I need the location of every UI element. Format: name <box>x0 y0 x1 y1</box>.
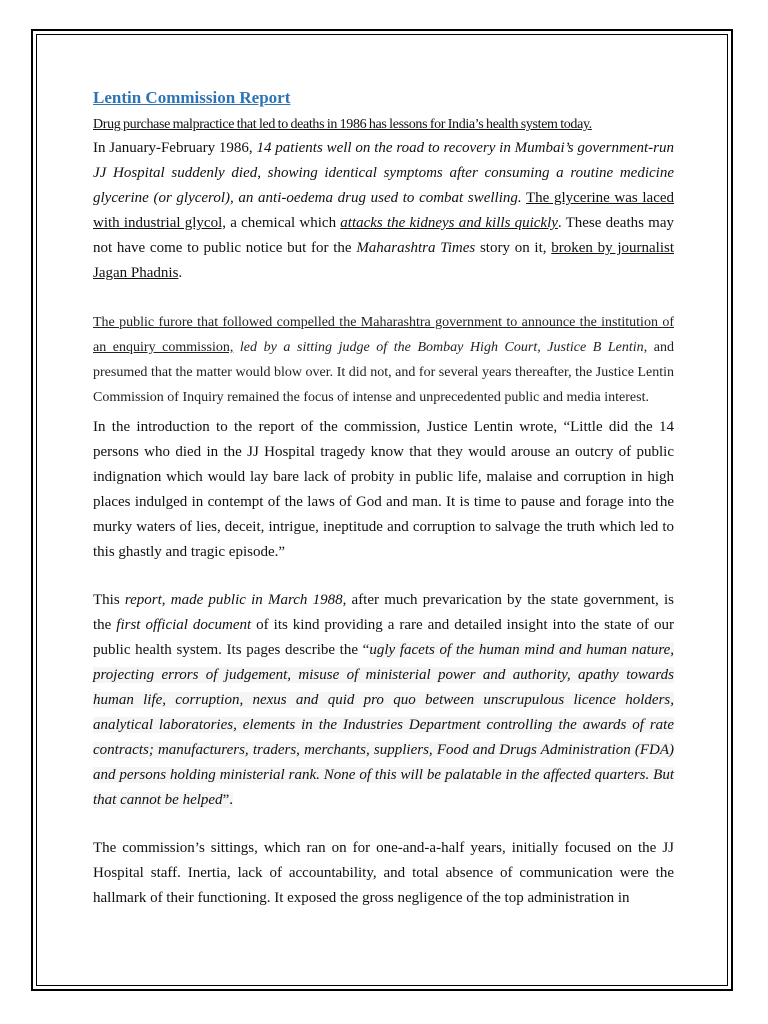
p2-italic-judge: led by a sitting judge of the Bombay High Court, Justice B Lentin <box>239 340 644 355</box>
paragraph-4 <box>93 588 674 813</box>
p1-italic: 14 patients well on the road to recovery in Mumbai’s government-run JJ Hospital suddenly died, showing identical symptoms after consuming a routine medicine glycerine (or glycerol), an anti-oedema drug used to combat swelling. <box>93 140 674 206</box>
p3-text: In the introduction to the report of the commission, Justice Lentin wrote, “Little did the 14 persons who died in the JJ Hospital tragedy know that they would arouse an outcry of public indignation which would lay bare lack of probity in public life, malaise and corruption in high places indulged in contempt of the laws of God and man. It is time to pause and forage into the murky waters of lies, deceit, intrigue, ineptitude and corruption to salvage the truth which led to this ghastly and tragic episode.” <box>93 419 674 560</box>
p4-text-end: ”. <box>222 792 233 808</box>
p1-underline-journalist: broken by journalist Jagan Phadnis <box>93 240 675 281</box>
p4-italic-report: report, made public in March 1988 <box>124 592 343 608</box>
p2-space <box>233 340 240 355</box>
document-body <box>93 86 674 911</box>
p4-text-this: This <box>93 592 125 608</box>
p4-text-insight: of its kind providing a rare and detailed insight into the state of our public health system. Its pages describe the “ <box>93 617 674 658</box>
p1-underline-italic-kidneys: attacks the kidneys and kills quickly <box>340 215 558 231</box>
p4-italic-first-document: first official document <box>116 617 252 633</box>
p4-italic-quote: ugly facets of the human mind and human nature, projecting errors of judgement, misuse of ministerial power and authority, apathy towards human life, corruption, nexus and quid pro quo between unscrupulous licence holders, analytical laboratories, elements in the Industries Department controlling the awards of rate contracts; manufacturers, traders, merchants, suppliers, Food and Drugs Administration (FDA) and persons holding ministerial rank. None of this will be palatable in the affected quarters. But that cannot be helped <box>93 642 675 808</box>
p1-text-deaths: . These deaths may not have come to public notice but for the <box>93 215 674 256</box>
paragraph-1 <box>93 136 674 286</box>
p1-underline-glycol: The glycerine was laced with industrial glycol, <box>93 190 675 231</box>
paragraph-3 <box>93 415 674 565</box>
document-subtitle: Drug purchase malpractice that led to deaths in 1986 has lessons for India’s health system today. <box>93 117 592 132</box>
p4-text-prevarication: , after much prevarication by the state government, is the <box>93 592 674 633</box>
p1-text-story: story on it, <box>475 240 552 256</box>
p1-italic-newspaper: Maharashtra Times <box>356 240 476 256</box>
paragraph-5 <box>93 836 674 911</box>
paragraph-2 <box>93 310 674 410</box>
p1-text-chemical: a chemical which <box>226 215 341 231</box>
p1-text-end: . <box>178 265 183 281</box>
p2-text: , and presumed that the matter would blow over. It did not, and for several years thereafter, the Justice Lentin Commission of Inquiry remained the focus of intense and unprecedented public and media interest. <box>93 340 674 405</box>
p1-text: In January-February 1986, <box>93 140 257 156</box>
p5-text: The commission’s sittings, which ran on for one-and-a-half years, initially focused on the JJ Hospital staff. Inertia, lack of accountability, and total absence of communication were the hallmark of their functioning. It exposed the gross negligence of the top administration in <box>93 840 674 906</box>
document-title: Lentin Commission Report <box>93 88 291 107</box>
p2-underline-furore: The public furore that followed compelled the Maharashtra government to announce the institution of an enquiry commission, <box>93 315 674 355</box>
